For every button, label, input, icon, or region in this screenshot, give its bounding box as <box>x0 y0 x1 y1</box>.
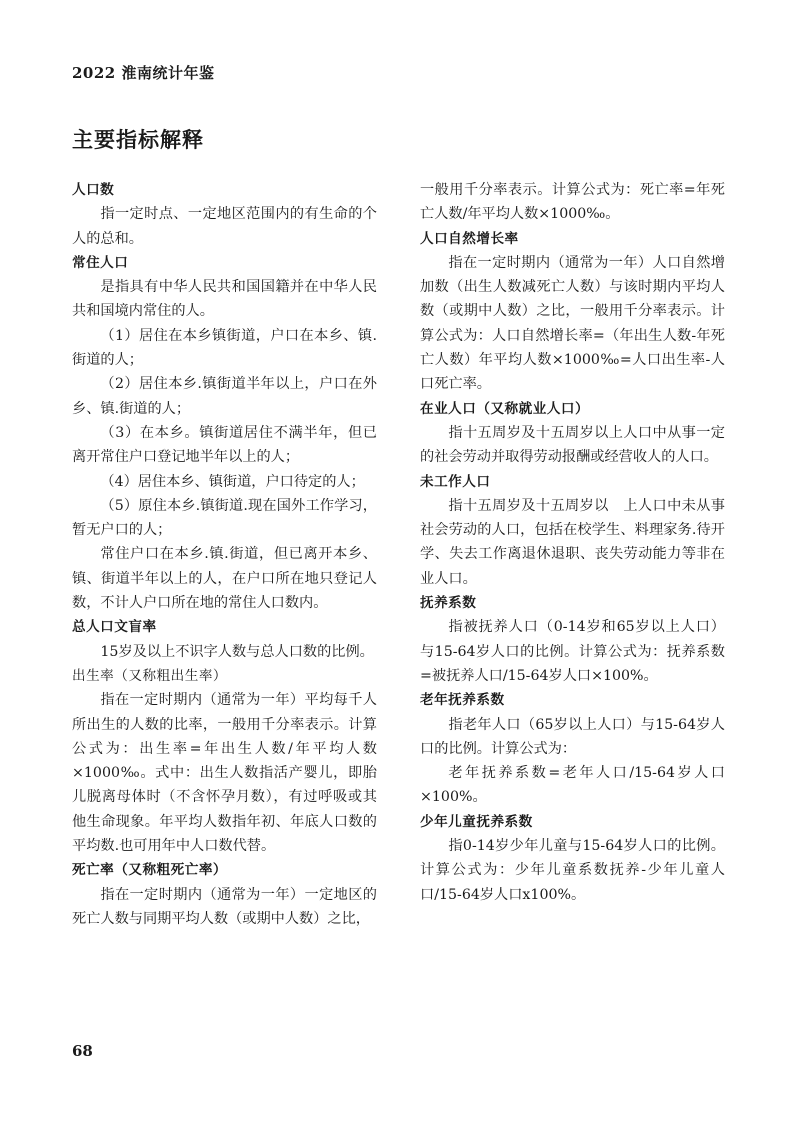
definition-paragraph: 指在一定时期内（通常为一年）平均每千人所出生的人数的比率，一般用千分率表示。计算公式为：出生率=年出生人数/年平均人数×1000‰。式中：出生人数指活产婴儿，即胎儿脱离母体时（不含怀孕月数），有过呼吸或其他生命现象。年平均人数指年初、年底人口数的平均数.也可用年中人口数代替。 <box>72 692 377 855</box>
definition-paragraph: 指被抚养人口（0-14岁和65岁以上人口）与15-64岁人口的比例。计算公式为：抚养系数=被抚养人口/15-64岁人口×100%。 <box>420 619 725 684</box>
term-heading: 出生率（又称粗出生率） <box>72 667 228 684</box>
term-heading: 总人口文盲率 <box>72 619 157 636</box>
term-heading: 未工作人口 <box>420 473 491 490</box>
definition-paragraph: 常住户口在本乡.镇.街道，但已离开本乡、镇、街道半年以上的人，在户口所在地只登记人数，不计人户口所在地的常住人口数内。 <box>72 546 377 612</box>
definition-paragraph: 指在一定时期内（通常为一年）一定地区的死亡人数与同期平均人数（或期中人数）之比， <box>72 886 377 927</box>
left-column <box>72 178 377 931</box>
definition-paragraph: 15岁及以上不识字人数与总人口数的比例。 <box>100 643 374 660</box>
definition-paragraph: （4）居住本乡、镇街道，户口待定的人； <box>100 473 365 490</box>
term-heading: 常住人口 <box>72 254 129 271</box>
term-heading: 少年儿童抚养系数 <box>420 813 533 830</box>
term-heading: 死亡率（又称粗死亡率） <box>72 862 228 879</box>
right-column <box>420 178 725 907</box>
definition-paragraph: 指0-14岁少年儿童与15-64岁人口的比例。计算公式为：少年儿童系数抚养-少年儿童人口/15-64岁人口x100%。 <box>420 838 725 903</box>
running-header: 2022 淮南统计年鉴 <box>72 64 215 82</box>
term-heading: 人口数 <box>72 182 115 198</box>
definition-paragraph: 指十五周岁及十五周岁以上人口中从事一定的社会劳动并取得劳动报酬或经营收人的人口。 <box>420 424 725 466</box>
definition-paragraph: （1）居住在本乡镇街道，户口在本乡、镇.街道的人； <box>72 327 377 369</box>
definition-paragraph: 指一定时点、一定地区范围内的有生命的个人的总和。 <box>72 206 377 247</box>
definition-paragraph: 指十五周岁及十五周岁以 上人口中未从事社会劳动的人口，包括在校学生、料理家务.待开学、失去工作离退休退职、丧失劳动能力等非在业人口。 <box>420 497 725 587</box>
definition-paragraph: 一般用千分率表示。计算公式为：死亡率=年死亡人数/年平均人数×1000‰。 <box>420 182 725 223</box>
definition-paragraph: （3）在本乡。镇街道居住不满半年，但已离开常住户口登记地半年以上的人； <box>72 424 377 466</box>
definition-paragraph: 是指具有中华人民共和国国籍并在中华人民共和国境内常住的人。 <box>72 279 377 320</box>
term-heading: 抚养系数 <box>420 595 477 612</box>
definition-paragraph: 指老年人口（65岁以上人口）与15-64岁人口的比例。计算公式为： <box>420 716 725 757</box>
definition-paragraph: 指在一定时期内（通常为一年）人口自然增加数（出生人数减死亡人数）与该时期内平均人数（或期中人数）之比，一般用千分率表示。计算公式为：人口自然增长率=（年出生人数-年死亡人数）年平均人数×1000‰=人口出生率-人口死亡率。 <box>420 254 725 393</box>
definition-paragraph: 老年抚养系数=老年人口/15-64岁人口×100%。 <box>420 765 725 806</box>
page-number: 68 <box>72 1042 93 1060</box>
term-heading: 在业人口（又称就业人口） <box>420 400 590 417</box>
term-heading: 老年抚养系数 <box>420 692 505 709</box>
term-heading: 人口自然增长率 <box>420 230 519 247</box>
definition-paragraph: （5）原住本乡.镇街道.现在国外工作学习，暂无户口的人； <box>72 497 377 539</box>
page-title: 主要指标解释 <box>72 128 204 152</box>
definition-paragraph: （2）居住本乡.镇街道半年以上，户口在外乡、镇.街道的人； <box>72 376 377 417</box>
